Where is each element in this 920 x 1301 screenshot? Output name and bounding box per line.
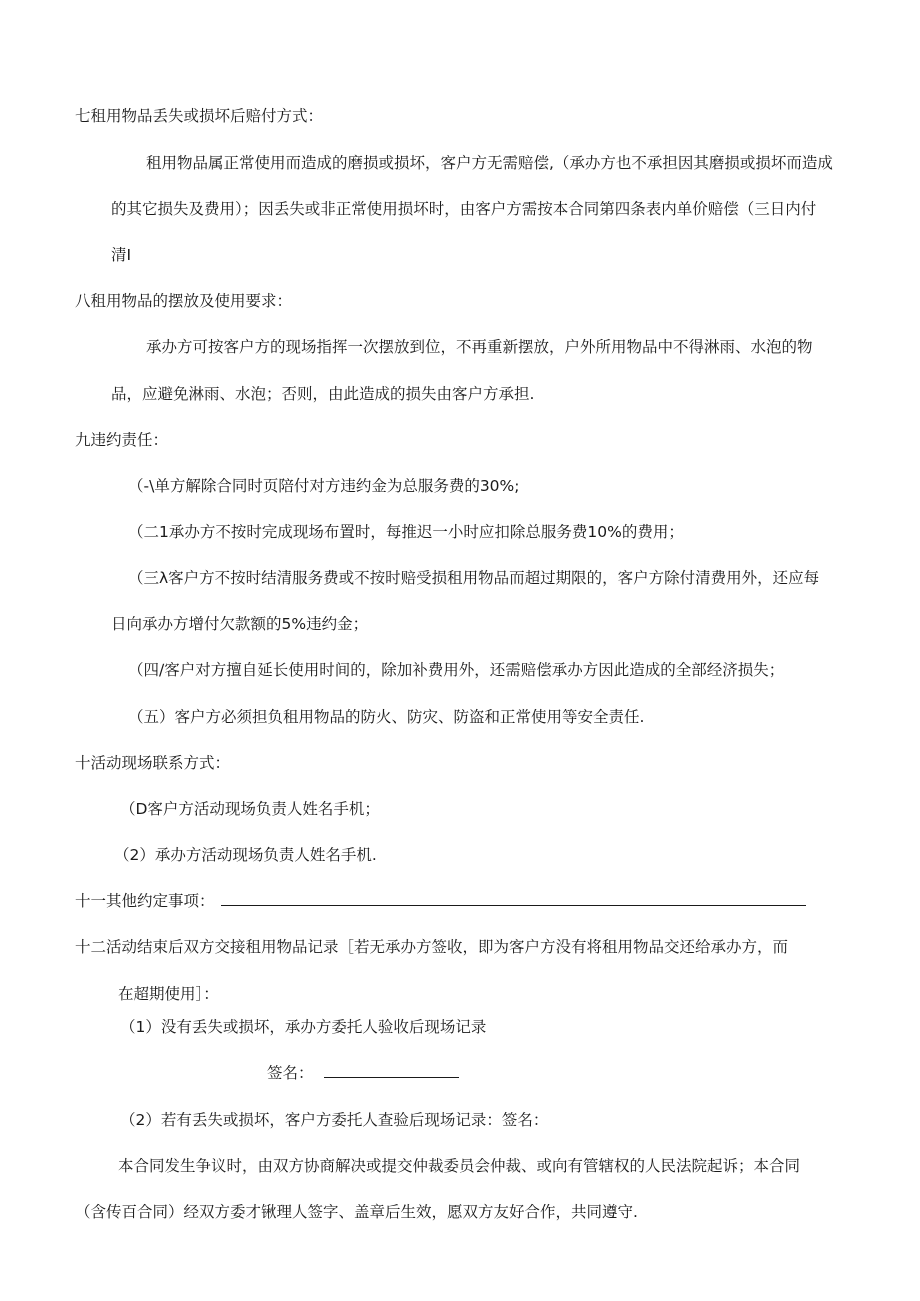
section-12-heading-cont: 在超期使用］： bbox=[118, 985, 219, 1003]
section-9-item-1: （-\单方解除合同时页陪付对方违约金为总服务费的30%; bbox=[128, 477, 520, 495]
signature-label: 签名： bbox=[267, 1064, 314, 1082]
section-11-heading bbox=[75, 891, 806, 911]
section-8-text-line-1: 承办方可按客户方的现场指挥一次摆放到位，不再重新摆放，户外所用物品中不得淋雨、水泡的物 bbox=[146, 338, 813, 356]
signature-row bbox=[267, 1063, 459, 1083]
section-12-item-2: （2）若有丢失或损坏，客户方委托人查验后现场记录：签名： bbox=[120, 1111, 549, 1129]
section-9-item-3: （三λ客户方不按时结清服务费或不按时赔受损租用物品而超过期限的，客户方除付清费用外，还应每 bbox=[128, 569, 820, 587]
signature-blank-line bbox=[324, 1063, 459, 1078]
section-9-item-4: （四∕客户对方擅自延长使用时间的，除加补费用外，还需赔偿承办方因此造成的全部经济损失； bbox=[128, 661, 785, 679]
section-8-text-line-2: 品，应避免淋雨、水泡；否则，由此造成的损失由客户方承担. bbox=[111, 385, 535, 403]
closing-line-2: （含传百合同）经双方委才锹理人签字、盖章后生效，愿双方友好合作，共同遵守. bbox=[75, 1203, 638, 1221]
section-9-item-3-cont: 日向承办方增付欠款额的5%违约金； bbox=[111, 615, 369, 633]
section-7-heading: 七租用物品丢失或损坏后赔付方式： bbox=[75, 107, 324, 125]
section-12-item-1: （1）没有丢失或损坏，承办方委托人验收后现场记录 bbox=[120, 1018, 487, 1036]
section-10-item-1: （D客户方活动现场负责人姓名手机； bbox=[120, 800, 380, 818]
section-10-item-2: （2）承办方活动现场负责人姓名手机. bbox=[114, 846, 377, 864]
section-7-text-line-3: 清I bbox=[111, 246, 132, 264]
section-7-text-line-1: 租用物品属正常使用而造成的磨损或损坏，客户方无需赔偿,（承办方也不承担因其磨损或损坏而造成 bbox=[146, 154, 833, 172]
section-11-label: 十一其他约定事项： bbox=[75, 892, 215, 910]
section-8-heading: 八租用物品的摆放及使用要求： bbox=[75, 292, 293, 310]
other-terms-blank-line bbox=[221, 891, 806, 906]
section-12-heading: 十二活动结束后双方交接租用物品记录［若无承办方签收，即为客户方没有将租用物品交还给承办方，而 bbox=[75, 938, 789, 956]
closing-line-1: 本合同发生争议时，由双方协商解决或提交仲裁委员会仲裁、或向有管辖权的人民法院起诉；本合同 bbox=[118, 1157, 801, 1175]
section-9-heading: 九违约责任： bbox=[75, 431, 169, 449]
section-9-item-2: （二1承办方不按时完成现场布置时，每推迟一小时应扣除总服务费10%的费用； bbox=[128, 523, 684, 541]
section-9-item-5: （五）客户方必须担负租用物品的防火、防灾、防盗和正常使用等安全责任. bbox=[128, 708, 645, 726]
section-10-heading: 十活动现场联系方式： bbox=[75, 754, 231, 772]
section-7-text-line-2: 的其它损失及费用）；因丢失或非正常使用损坏时，由客户方需按本合同第四条表内单价赔偿（三日内付 bbox=[111, 200, 817, 218]
